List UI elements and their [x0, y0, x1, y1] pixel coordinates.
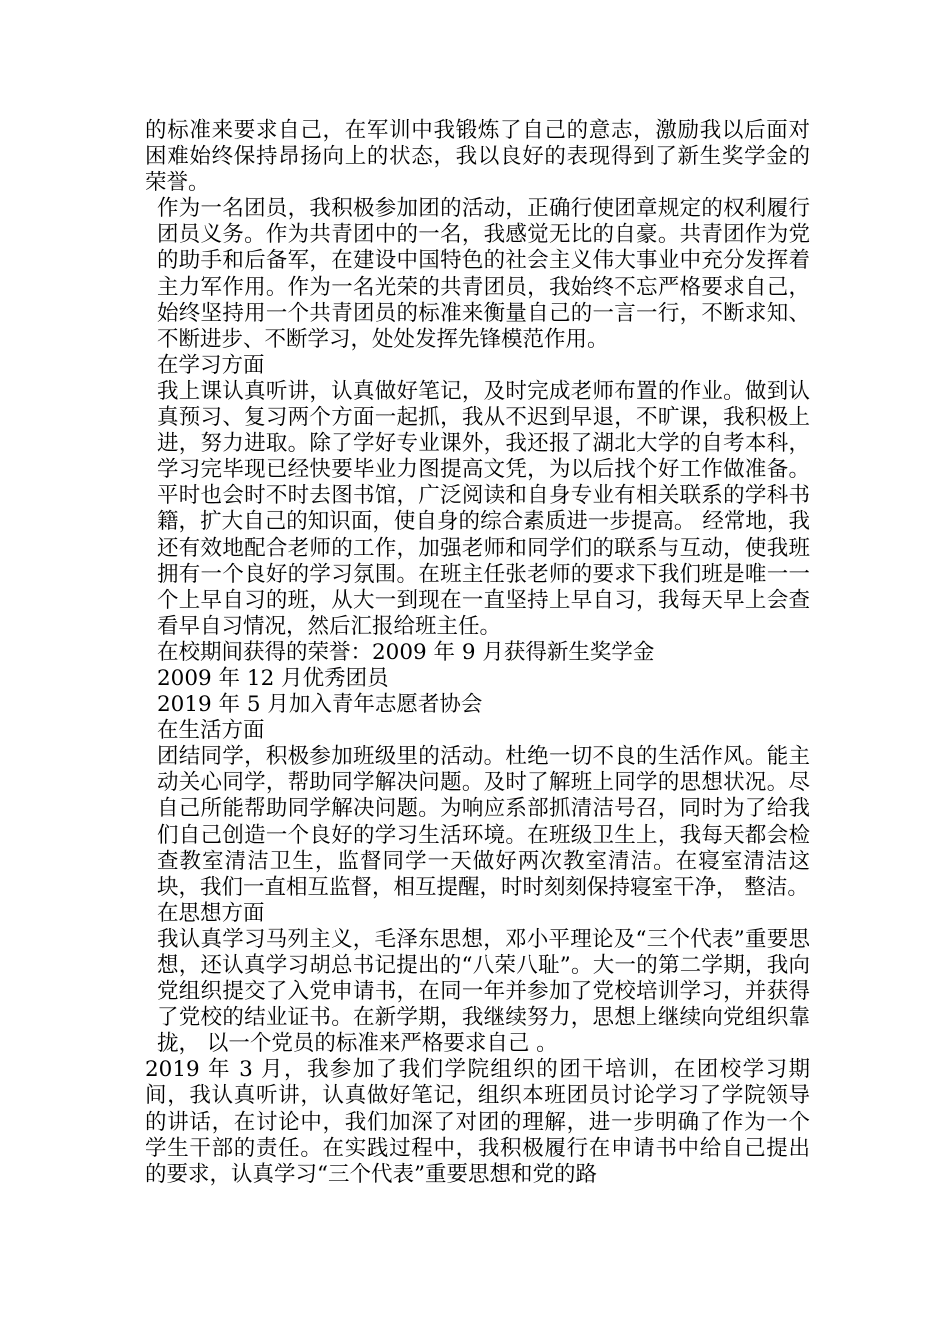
heading-study: 在学习方面	[157, 352, 265, 378]
heading-life: 在生活方面	[157, 718, 265, 744]
honor-item-volunteer: 2019 年 5 月加入青年志愿者协会	[157, 692, 483, 718]
paragraph-study: 我上课认真听讲，认真做好笔记，及时完成老师布置的作业。做到认真预习、复习两个方面一起抓，我从不迟到早退，不旷课，我积极上进，努力进取。除了学好专业课外，我还报了湖北大学的自考本科，学习完毕现已经快要毕业力图提高文凭，为以后找个好工作做准备。平时也会时不时去图书馆，广泛阅读和自身专业有相关联系的学科书籍，扩大自己的知识面，使自身的综合素质进一步提高。 经常地，我还有效地配合老师的工作，加强老师和同学们的联系与互动，使我班拥有一个良好的学习氛围。在班主任张老师的要求下我们班是唯一一个上早自习的班，从大一到现在一直坚持上早自习，我每天早上会查看早自习情况，然后汇报给班主任。	[157, 378, 810, 639]
paragraph-training: 2019 年 3 月，我参加了我们学院组织的团干培训，在团校学习期间，我认真听讲，认真做好笔记，组织本班团员讨论学习了学院领导的讲话，在讨论中，我们加深了对团的理解，进一步明确了作为一个学生干部的责任。在实践过程中，我积极履行在申请书中给自己提出的要求，认真学习“三个代表”重要思想和党的路	[145, 1057, 810, 1187]
paragraph-thought: 我认真学习马列主义，毛泽东思想，邓小平理论及“三个代表”重要思想，还认真学习胡总书记提出的“八荣八耻”。大一的第二学期，我向党组织提交了入党申请书，在同一年并参加了党校培训学习，并获得了党校的结业证书。在新学期，我继续努力，思想上继续向党组织靠拢， 以一个党员的标准来严格要求自己 。	[157, 926, 810, 1057]
paragraph-league-member: 作为一名团员，我积极参加团的活动，正确行使团章规定的权利履行团员义务。作为共青团中的一名，我感觉无比的自豪。共青团作为党的助手和后备军，在建设中国特色的社会主义伟大事业中充分发挥着主力军作用。作为一名光荣的共青团员，我始终不忘严格要求自己，始终坚持用一个共青团员的标准来衡量自己的一言一行，不断求知、不断进步、不断学习，处处发挥先锋模范作用。	[157, 196, 810, 352]
paragraph-honors: 在校期间获得的荣誉：2009 年 9 月获得新生奖学金	[157, 639, 655, 665]
heading-thought: 在思想方面	[157, 900, 265, 926]
paragraph-military-training: 的标准来要求自己，在军训中我锻炼了自己的意志，激励我以后面对困难始终保持昂扬向上的状态，我以良好的表现得到了新生奖学金的荣誉。	[145, 118, 810, 196]
paragraph-life: 团结同学，积极参加班级里的活动。杜绝一切不良的生活作风。能主动关心同学，帮助同学解决问题。及时了解班上同学的思想状况。尽自己所能帮助同学解决问题。为响应系部抓清洁号召，同时为了给我们自己创造一个良好的学习生活环境。在班级卫生上，我每天都会检查教室清洁卫生，监督同学一天做好两次教室清洁。在寝室清洁这块，我们一直相互监督，相互提醒，时时刻刻保持寝室干净， 整洁。	[157, 744, 810, 900]
honor-item-excellent-member: 2009 年 12 月优秀团员	[157, 665, 389, 691]
document-body	[145, 118, 810, 1188]
